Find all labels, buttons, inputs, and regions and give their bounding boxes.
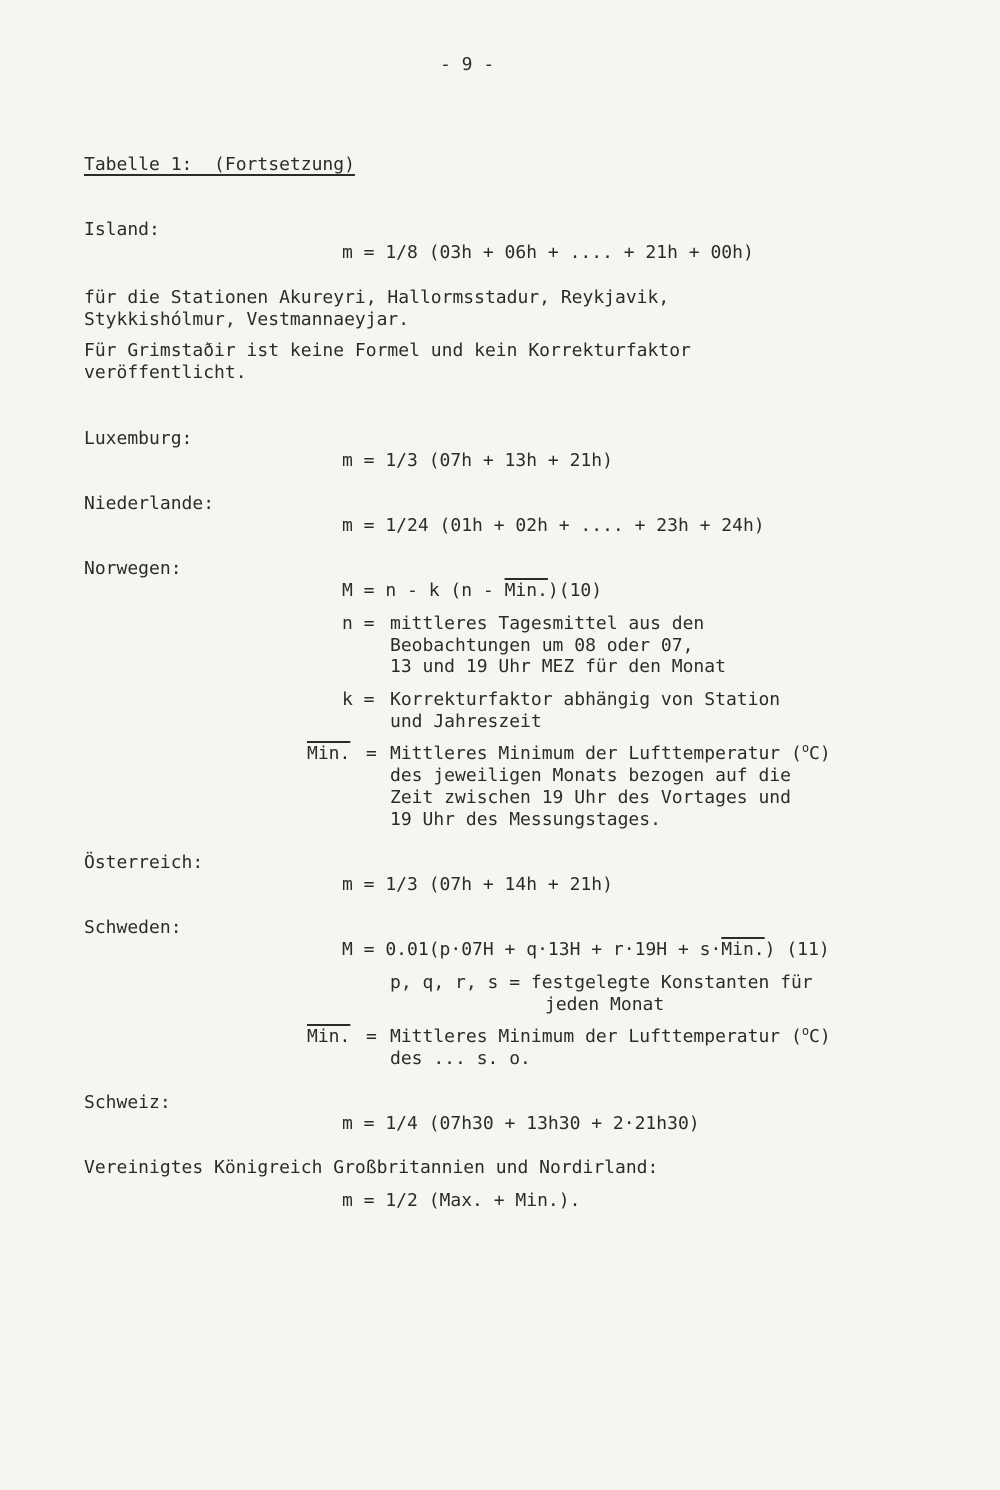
schweden-label: Schweden:: [84, 917, 182, 938]
text-part: Mittleres Minimum der Lufttemperatur (: [390, 1026, 802, 1047]
n-symbol: n =: [342, 613, 375, 634]
k-symbol: k =: [342, 689, 375, 710]
min-definition-line: [390, 743, 831, 765]
uk-formula: m = 1/2 (Max. + Min.).: [342, 1190, 581, 1211]
niederlande-label: Niederlande:: [84, 493, 215, 514]
formula-part: )(10): [547, 580, 603, 601]
formula-part: ) (11): [764, 939, 830, 960]
min-symbol: Min.: [504, 580, 548, 601]
island-note-line: veröffentlicht.: [84, 362, 247, 383]
island-label: Island:: [84, 219, 160, 240]
schweden-formula: [342, 939, 830, 961]
formula-part: M = n - k (n -: [342, 580, 505, 601]
text-part: C): [809, 743, 831, 764]
oesterreich-formula: m = 1/3 (07h + 14h + 21h): [342, 874, 613, 895]
schweiz-label: Schweiz:: [84, 1092, 171, 1113]
min-definition-line: Zeit zwischen 19 Uhr des Vortages und: [390, 787, 791, 808]
table-heading: Tabelle 1: (Fortsetzung): [84, 154, 355, 175]
island-formula: m = 1/8 (03h + 06h + .... + 21h + 00h): [342, 242, 754, 263]
min-symbol: Min.: [721, 939, 765, 960]
island-note-line: Für Grimstaðir ist keine Formel und kein Korrekturfaktor: [84, 340, 691, 361]
norwegen-formula: [342, 580, 602, 602]
luxemburg-label: Luxemburg:: [84, 428, 193, 449]
degree-sign: o: [801, 741, 810, 755]
niederlande-formula: m = 1/24 (01h + 02h + .... + 23h + 24h): [342, 515, 765, 536]
pqrs-definition-line: jeden Monat: [545, 994, 665, 1015]
text-part: C): [809, 1026, 831, 1047]
n-definition-line: Beobachtungen um 08 oder 07,: [390, 635, 694, 656]
equals-sign: =: [366, 1026, 377, 1047]
uk-label: Vereinigtes Königreich Großbritannien und Nordirland:: [84, 1157, 659, 1178]
text-part: Mittleres Minimum der Lufttemperatur (: [390, 743, 802, 764]
min-symbol: Min.: [307, 1026, 351, 1047]
equals-sign: =: [366, 743, 377, 764]
island-note-line: Stykkishólmur, Vestmannaeyjar.: [84, 309, 410, 330]
norwegen-label: Norwegen:: [84, 558, 182, 579]
n-definition-line: 13 und 19 Uhr MEZ für den Monat: [390, 656, 726, 677]
pqrs-definition-line: p, q, r, s = festgelegte Konstanten für: [390, 972, 813, 993]
k-definition-line: Korrekturfaktor abhängig von Station: [390, 689, 781, 710]
n-definition-line: mittleres Tagesmittel aus den: [390, 613, 705, 634]
oesterreich-label: Österreich:: [84, 852, 204, 873]
degree-sign: o: [801, 1024, 810, 1038]
min-definition-line: 19 Uhr des Messungstages.: [390, 809, 661, 830]
min-definition-line: [390, 1026, 831, 1048]
min-symbol: Min.: [307, 743, 351, 764]
formula-part: M = 0.01(p·07H + q·13H + r·19H + s·: [342, 939, 722, 960]
luxemburg-formula: m = 1/3 (07h + 13h + 21h): [342, 450, 613, 471]
min-definition-line: des jeweiligen Monats bezogen auf die: [390, 765, 791, 786]
min-definition-line: des ... s. o.: [390, 1048, 531, 1069]
page-number: - 9 -: [440, 54, 495, 75]
island-note-line: für die Stationen Akureyri, Hallormsstadur, Reykjavik,: [84, 287, 670, 308]
schweiz-formula: m = 1/4 (07h30 + 13h30 + 2·21h30): [342, 1113, 700, 1134]
k-definition-line: und Jahreszeit: [390, 711, 542, 732]
